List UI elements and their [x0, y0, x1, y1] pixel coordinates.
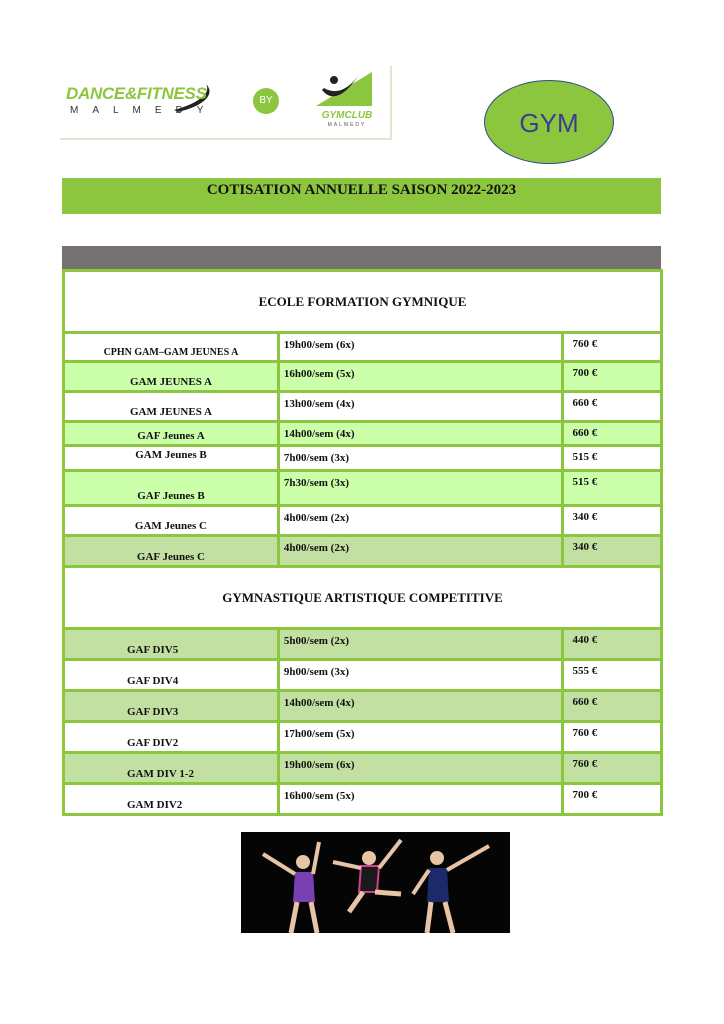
table-row [64, 753, 662, 784]
category-cell: GAM JEUNES A [130, 376, 212, 388]
gymclub-subtitle: MALMEDY [327, 122, 367, 128]
table-row [64, 446, 662, 471]
table-row [64, 691, 662, 722]
table-row [64, 722, 662, 753]
gymnasts-photo [241, 832, 510, 933]
hours-cell: 16h00/sem (5x) [283, 790, 355, 802]
fee-table [62, 269, 663, 816]
hours-cell: 19h00/sem (6x) [283, 759, 355, 771]
logo-banner [60, 66, 392, 140]
gymclub-title: GYMCLUB [321, 110, 373, 121]
category-cell: GAF Jeunes A [137, 430, 205, 442]
hours-cell: 4h00/sem (2x) [283, 512, 349, 524]
price-cell: 340 € [572, 511, 598, 523]
table-row [64, 362, 662, 392]
hours-cell: 16h00/sem (5x) [283, 368, 355, 380]
category-cell: GAF DIV5 [127, 644, 179, 656]
hours-cell: 4h00/sem (2x) [283, 542, 349, 554]
hours-cell: 17h00/sem (5x) [283, 728, 355, 740]
category-cell: GAM Jeunes C [134, 520, 207, 532]
table-row [64, 333, 662, 362]
table-row [64, 506, 662, 536]
hours-cell: 14h00/sem (4x) [283, 697, 355, 709]
price-cell: 700 € [572, 367, 598, 379]
price-cell: 760 € [572, 758, 598, 770]
gymnast-icon [312, 70, 382, 110]
dance-fitness-subtitle: MALMEDY [70, 105, 218, 116]
price-cell: 440 € [572, 634, 598, 646]
hours-cell: 19h00/sem (6x) [283, 339, 355, 351]
hours-cell: 7h00/sem (3x) [283, 452, 349, 464]
category-cell: GAF DIV4 [127, 675, 179, 687]
page-title: COTISATION ANNUELLE SAISON 2022-2023 [62, 178, 661, 214]
table-row [64, 660, 662, 691]
category-cell: GAF DIV3 [127, 706, 179, 718]
price-cell: 515 € [572, 451, 598, 463]
hours-cell: 5h00/sem (2x) [283, 635, 349, 647]
by-badge: BY [253, 88, 279, 114]
hours-cell: 7h30/sem (3x) [283, 477, 349, 489]
table-row [64, 392, 662, 422]
hours-cell: 13h00/sem (4x) [283, 398, 355, 410]
price-cell: 660 € [572, 696, 598, 708]
hours-cell: 9h00/sem (3x) [283, 666, 349, 678]
dance-fitness-logo [66, 80, 216, 124]
section-heading: ECOLE FORMATION GYMNIQUE [64, 271, 662, 333]
price-cell: 555 € [572, 665, 598, 677]
section-row [64, 271, 662, 333]
table-row [64, 784, 662, 815]
table-row [64, 422, 662, 446]
section-heading: GYMNASTIQUE ARTISTIQUE COMPETITIVE [64, 567, 662, 629]
category-cell: GAM DIV2 [127, 799, 183, 811]
dance-fitness-title: DANCE&FITNESS [66, 84, 207, 103]
price-cell: 515 € [572, 476, 598, 488]
gymclub-logo [312, 70, 382, 134]
category-cell: GAM DIV 1-2 [127, 768, 195, 780]
price-cell: 660 € [572, 427, 598, 439]
price-cell: 700 € [572, 789, 598, 801]
price-cell: 760 € [572, 727, 598, 739]
hours-cell: 14h00/sem (4x) [283, 428, 355, 440]
category-cell: GAM Jeunes B [135, 449, 207, 461]
price-cell: 660 € [572, 397, 598, 409]
table-header-bar [62, 246, 661, 270]
category-cell: CPHN GAM–GAM JEUNES A [103, 347, 239, 358]
category-cell: GAF DIV2 [127, 737, 179, 749]
price-cell: 340 € [572, 541, 598, 553]
category-cell: GAF Jeunes C [136, 551, 205, 563]
price-cell: 760 € [572, 338, 598, 350]
gymnasts-image-icon [241, 832, 510, 933]
table-row [64, 471, 662, 506]
table-row [64, 629, 662, 660]
table-row [64, 536, 662, 567]
section-row [64, 567, 662, 629]
category-cell: GAF Jeunes B [137, 490, 205, 502]
category-cell: GAM JEUNES A [130, 406, 212, 418]
gym-badge: GYM [484, 80, 614, 164]
